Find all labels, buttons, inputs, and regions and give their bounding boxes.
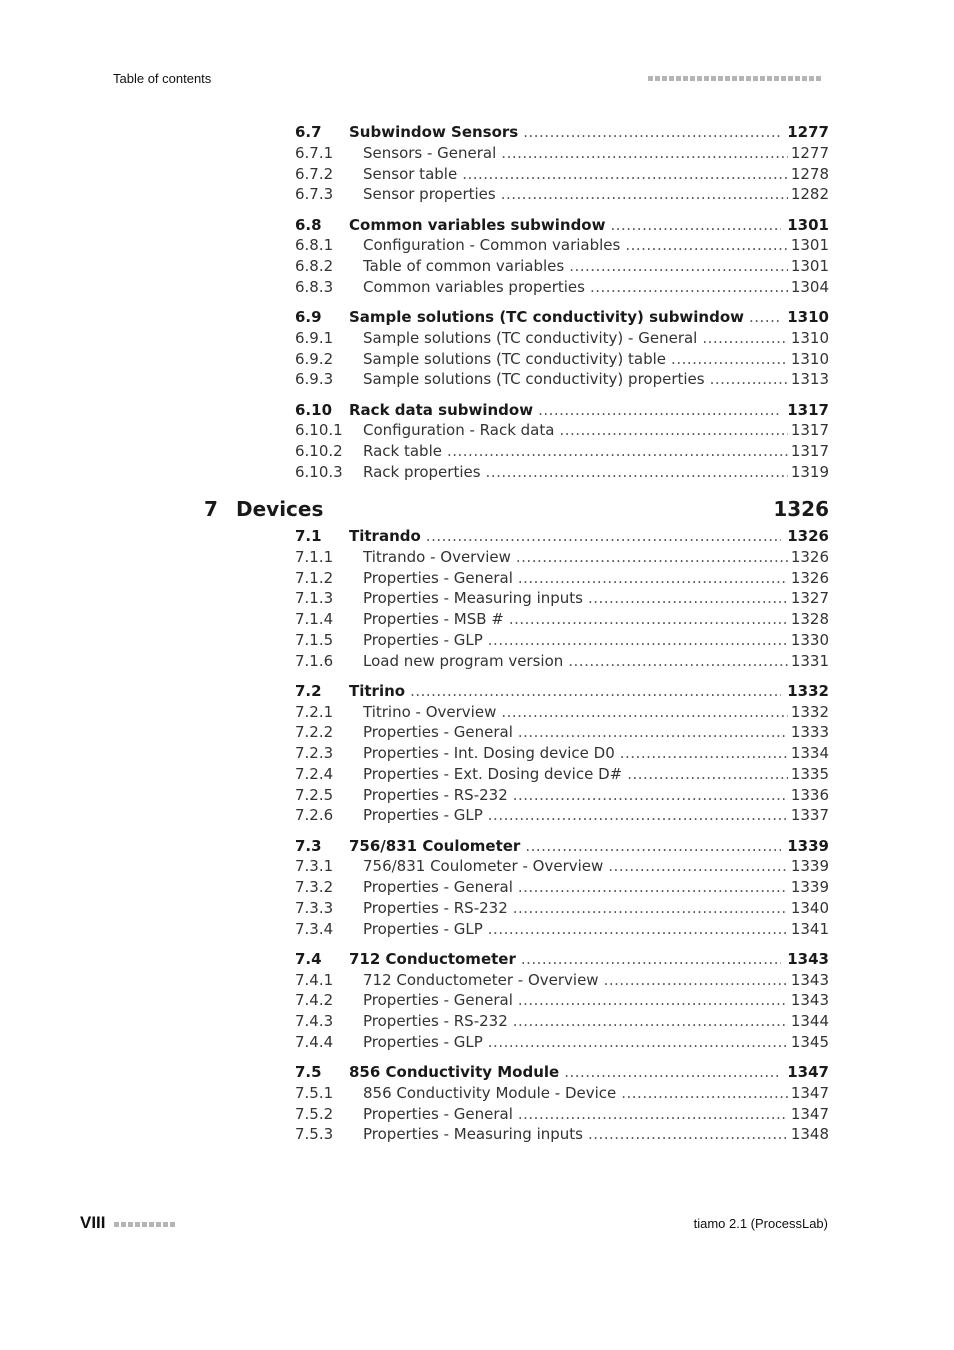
entry-page: 1326 bbox=[787, 527, 829, 545]
entry-number: 6.10.2 bbox=[295, 442, 343, 460]
dot-leader bbox=[410, 681, 781, 702]
entry-page: 1277 bbox=[790, 143, 829, 162]
entry-title: Titrino bbox=[349, 681, 406, 700]
entry-line bbox=[363, 722, 829, 743]
entry-title: Table of common variables bbox=[363, 257, 565, 275]
entry-number: 7.3.4 bbox=[295, 919, 334, 938]
entry-line bbox=[363, 805, 829, 826]
entry-title: Common variables properties bbox=[363, 277, 585, 296]
entry-page: 1278 bbox=[790, 164, 829, 183]
entry-line bbox=[363, 277, 829, 298]
dot-leader bbox=[488, 630, 788, 651]
chapter-page: 1326 bbox=[773, 497, 829, 521]
dot-leader bbox=[627, 764, 788, 785]
dot-leader bbox=[710, 369, 788, 390]
toc-subsection-entry[interactable] bbox=[0, 805, 954, 826]
entry-number: 6.8 bbox=[295, 215, 322, 234]
entry-page: 1310 bbox=[790, 349, 829, 368]
entry-line bbox=[363, 568, 829, 589]
entry-number: 7.1.6 bbox=[295, 651, 334, 670]
entry-page: 1330 bbox=[790, 630, 829, 649]
dot-leader bbox=[426, 526, 781, 547]
toc-subsection-entry[interactable] bbox=[0, 651, 954, 672]
entry-line bbox=[363, 919, 829, 940]
entry-number: 6.8.1 bbox=[295, 236, 334, 255]
dot-leader bbox=[518, 722, 788, 743]
entry-title: Properties - Ext. Dosing device D# bbox=[363, 764, 623, 783]
entry-number: 7.5.3 bbox=[295, 1125, 334, 1144]
toc-subsection-entry[interactable] bbox=[0, 328, 954, 349]
toc-section-entry[interactable] bbox=[0, 307, 954, 328]
entry-line bbox=[363, 588, 829, 609]
toc-subsection-entry[interactable] bbox=[0, 184, 954, 205]
dot-leader bbox=[488, 1032, 788, 1053]
entry-page: 1331 bbox=[790, 651, 829, 670]
entry-title: Properties - MSB # bbox=[363, 610, 504, 628]
entry-page: 1339 bbox=[787, 836, 829, 855]
entry-number: 7.1.5 bbox=[295, 630, 334, 649]
toc-subsection-entry[interactable] bbox=[0, 277, 954, 298]
toc-section-entry[interactable] bbox=[0, 215, 954, 236]
toc-subsection-entry[interactable] bbox=[0, 1083, 954, 1104]
entry-number: 7.3.1 bbox=[295, 857, 334, 876]
entry-page: 1334 bbox=[790, 744, 829, 762]
entry-page: 1343 bbox=[790, 991, 829, 1010]
entry-number: 7.4.2 bbox=[295, 991, 334, 1010]
entry-line bbox=[363, 369, 829, 390]
entry-line bbox=[363, 1124, 829, 1145]
entry-title: Properties - General bbox=[363, 991, 513, 1010]
entry-page: 1347 bbox=[790, 1104, 829, 1123]
entry-page: 1339 bbox=[790, 878, 829, 896]
entry-number: 7.1.1 bbox=[295, 547, 334, 566]
entry-title: Configuration - Common variables bbox=[363, 236, 621, 255]
entry-line bbox=[363, 184, 829, 205]
dot-leader bbox=[501, 184, 788, 205]
toc-subsection-entry[interactable] bbox=[0, 1124, 954, 1145]
entry-page: 1326 bbox=[790, 568, 829, 587]
entry-line bbox=[349, 836, 829, 857]
entry-page: 1310 bbox=[790, 328, 829, 347]
toc-section-entry[interactable] bbox=[0, 122, 954, 143]
entry-title: Load new program version bbox=[363, 651, 564, 670]
entry-number: 6.9.2 bbox=[295, 349, 334, 368]
toc-subsection-entry[interactable] bbox=[0, 743, 954, 764]
entry-page: 1343 bbox=[790, 970, 829, 989]
entry-page: 1333 bbox=[790, 723, 829, 742]
toc-subsection-entry[interactable] bbox=[0, 369, 954, 390]
dot-leader bbox=[588, 1124, 788, 1145]
dot-leader bbox=[610, 215, 781, 236]
entry-title: 856 Conductivity Module bbox=[349, 1063, 560, 1081]
dot-leader bbox=[523, 122, 781, 143]
entry-title: Rack table bbox=[363, 442, 442, 460]
toc-chapter-sections bbox=[0, 526, 954, 1145]
entry-title: Rack properties bbox=[363, 462, 481, 481]
entry-title: Properties - General bbox=[363, 568, 513, 587]
dot-leader bbox=[621, 1083, 788, 1104]
entry-number: 6.7.2 bbox=[295, 164, 334, 183]
toc-subsection-entry[interactable] bbox=[0, 462, 954, 483]
entry-number: 7.2.6 bbox=[295, 806, 334, 825]
toc-subsection-entry[interactable] bbox=[0, 970, 954, 991]
toc-section-entry[interactable] bbox=[0, 526, 954, 547]
entry-page: 1319 bbox=[790, 462, 829, 481]
entry-number: 7.2.1 bbox=[295, 702, 334, 721]
entry-page: 1317 bbox=[790, 421, 829, 440]
entry-title: 856 Conductivity Module - Device bbox=[363, 1083, 617, 1102]
dot-leader bbox=[501, 702, 787, 723]
toc-subsection-entry[interactable] bbox=[0, 235, 954, 256]
entry-line bbox=[363, 651, 829, 672]
entry-line bbox=[363, 1104, 829, 1125]
entry-title: Titrino - Overview bbox=[363, 702, 497, 721]
toc-section-block bbox=[0, 215, 954, 298]
toc-subsection-entry[interactable] bbox=[0, 764, 954, 785]
toc-section-block bbox=[0, 307, 954, 390]
toc-subsection-entry[interactable] bbox=[0, 1104, 954, 1125]
entry-line bbox=[363, 420, 829, 441]
entry-line bbox=[363, 785, 829, 806]
toc-subsection-entry[interactable] bbox=[0, 877, 954, 898]
entry-page: 1347 bbox=[790, 1083, 829, 1102]
dot-leader bbox=[521, 949, 781, 970]
dot-leader bbox=[513, 1011, 788, 1032]
dot-leader bbox=[518, 877, 788, 898]
dot-leader bbox=[518, 990, 788, 1011]
running-header-title: Table of contents bbox=[113, 71, 212, 86]
toc-section-entry[interactable] bbox=[0, 1062, 954, 1083]
entry-page: 1332 bbox=[790, 702, 829, 721]
entry-title: Sensor table bbox=[363, 164, 458, 183]
entry-line bbox=[363, 630, 829, 651]
chapter-heading[interactable] bbox=[0, 492, 954, 526]
dot-leader bbox=[564, 1062, 781, 1083]
toc-subsection-entry[interactable] bbox=[0, 568, 954, 589]
toc-subsection-entry[interactable] bbox=[0, 785, 954, 806]
entry-title: Properties - Measuring inputs bbox=[363, 589, 583, 608]
page-number: VIII bbox=[80, 1213, 106, 1232]
entry-page: 1344 bbox=[790, 1012, 829, 1030]
product-name: tiamo 2.1 (ProcessLab) bbox=[693, 1216, 828, 1231]
toc-subsection-entry[interactable] bbox=[0, 630, 954, 651]
entry-title: Configuration - Rack data bbox=[363, 421, 555, 440]
dot-leader bbox=[486, 462, 788, 483]
entry-number: 7.2.3 bbox=[295, 744, 334, 762]
dot-leader bbox=[488, 805, 788, 826]
entry-page: 1332 bbox=[787, 681, 829, 700]
entry-line bbox=[363, 764, 829, 785]
entry-number: 7.1.4 bbox=[295, 610, 334, 628]
entry-number: 7.3.3 bbox=[295, 898, 334, 917]
toc-section-block bbox=[0, 1062, 954, 1145]
entry-line bbox=[363, 143, 829, 164]
entry-title: Properties - GLP bbox=[363, 919, 483, 938]
chapter-title: Devices bbox=[236, 497, 324, 521]
dot-leader bbox=[538, 400, 781, 421]
entry-line bbox=[363, 1011, 829, 1032]
entry-line bbox=[349, 526, 829, 547]
toc-subsection-entry[interactable] bbox=[0, 256, 954, 277]
dot-leader bbox=[588, 588, 788, 609]
entry-line bbox=[363, 462, 829, 483]
dot-leader bbox=[488, 919, 788, 940]
entry-page: 1341 bbox=[790, 919, 829, 938]
entry-title: Sensor properties bbox=[363, 185, 496, 204]
entry-page: 1277 bbox=[787, 123, 829, 141]
dot-leader bbox=[604, 970, 788, 991]
entry-page: 1347 bbox=[787, 1063, 829, 1081]
entry-title: 756/831 Coulometer - Overview bbox=[363, 857, 604, 876]
entry-page: 1328 bbox=[790, 610, 829, 628]
toc-subsection-entry[interactable] bbox=[0, 722, 954, 743]
dot-leader bbox=[568, 651, 788, 672]
entry-number: 7.2.5 bbox=[295, 785, 334, 804]
entry-page: 1326 bbox=[790, 547, 829, 566]
entry-title: 712 Conductometer - Overview bbox=[363, 970, 599, 989]
footer-decorative-squares bbox=[114, 1222, 175, 1227]
entry-title: Properties - GLP bbox=[363, 1032, 483, 1051]
entry-title: Properties - Int. Dosing device D0 bbox=[363, 744, 615, 762]
dot-leader bbox=[608, 856, 788, 877]
entry-title: Sample solutions (TC conductivity) properties bbox=[363, 370, 705, 389]
entry-title: Common variables subwindow bbox=[349, 215, 606, 234]
entry-title: Properties - General bbox=[363, 1104, 513, 1123]
entry-number: 7.1 bbox=[295, 527, 322, 545]
toc-subsection-entry[interactable] bbox=[0, 547, 954, 568]
dot-leader bbox=[509, 609, 788, 630]
entry-line bbox=[363, 970, 829, 991]
entry-page: 1339 bbox=[790, 857, 829, 876]
toc-subsection-entry[interactable] bbox=[0, 1032, 954, 1053]
entry-title: Properties - GLP bbox=[363, 806, 483, 825]
entry-number: 6.8.3 bbox=[295, 277, 334, 296]
entry-number: 7.2 bbox=[295, 681, 322, 700]
entry-page: 1310 bbox=[787, 308, 829, 326]
entry-title: 756/831 Coulometer bbox=[349, 836, 521, 855]
entry-line bbox=[363, 1032, 829, 1053]
entry-number: 6.9 bbox=[295, 308, 322, 326]
toc-subsection-entry[interactable] bbox=[0, 1011, 954, 1032]
dot-leader bbox=[518, 568, 788, 589]
toc-subsection-entry[interactable] bbox=[0, 702, 954, 723]
entry-title: Properties - GLP bbox=[363, 630, 483, 649]
entry-line bbox=[349, 307, 829, 328]
entry-page: 1345 bbox=[790, 1032, 829, 1051]
entry-line bbox=[349, 215, 829, 236]
entry-number: 6.10.1 bbox=[295, 421, 343, 440]
entry-line bbox=[363, 702, 829, 723]
entry-line bbox=[349, 122, 829, 143]
entry-page: 1340 bbox=[790, 898, 829, 917]
entry-title: Sensors - General bbox=[363, 143, 497, 162]
entry-number: 7.2.4 bbox=[295, 764, 334, 783]
entry-number: 6.10 bbox=[295, 400, 333, 419]
toc-subsection-entry[interactable] bbox=[0, 919, 954, 940]
entry-line bbox=[363, 1083, 829, 1104]
entry-line bbox=[363, 609, 829, 630]
toc-top-sections bbox=[0, 122, 954, 483]
table-of-contents bbox=[0, 122, 954, 1155]
entry-page: 1301 bbox=[790, 236, 829, 255]
entry-title: Properties - RS-232 bbox=[363, 1012, 508, 1030]
entry-line bbox=[363, 235, 829, 256]
dot-leader bbox=[702, 328, 787, 349]
entry-line bbox=[349, 400, 829, 421]
entry-page: 1317 bbox=[790, 442, 829, 460]
entry-number: 7.2.2 bbox=[295, 723, 334, 742]
dot-leader bbox=[447, 441, 788, 462]
dot-leader bbox=[513, 898, 788, 919]
toc-section-entry[interactable] bbox=[0, 836, 954, 857]
entry-title: Sample solutions (TC conductivity) table bbox=[363, 349, 667, 368]
entry-number: 6.8.2 bbox=[295, 257, 334, 275]
chapter-number: 7 bbox=[204, 497, 218, 521]
entry-page: 1304 bbox=[790, 277, 829, 296]
toc-subsection-entry[interactable] bbox=[0, 856, 954, 877]
toc-subsection-entry[interactable] bbox=[0, 441, 954, 462]
entry-page: 1336 bbox=[790, 785, 829, 804]
entry-line bbox=[363, 547, 829, 568]
entry-line bbox=[363, 743, 829, 764]
header-decorative-squares bbox=[648, 76, 821, 81]
entry-title: Properties - RS-232 bbox=[363, 898, 508, 917]
entry-page: 1301 bbox=[790, 257, 829, 275]
entry-line bbox=[349, 949, 829, 970]
entry-page: 1317 bbox=[787, 400, 829, 419]
toc-section-block bbox=[0, 122, 954, 205]
entry-line bbox=[349, 681, 829, 702]
entry-page: 1348 bbox=[790, 1125, 829, 1144]
entry-title: Sample solutions (TC conductivity) subwindow bbox=[349, 308, 745, 326]
entry-number: 7.4.1 bbox=[295, 970, 334, 989]
entry-line bbox=[363, 898, 829, 919]
entry-page: 1327 bbox=[790, 589, 829, 608]
dot-leader bbox=[462, 164, 788, 185]
entry-number: 7.4.3 bbox=[295, 1012, 334, 1030]
toc-subsection-entry[interactable] bbox=[0, 898, 954, 919]
toc-section-entry[interactable] bbox=[0, 400, 954, 421]
entry-number: 6.10.3 bbox=[295, 462, 343, 481]
entry-number: 6.7.3 bbox=[295, 185, 334, 204]
dot-leader bbox=[525, 836, 781, 857]
entry-line bbox=[363, 164, 829, 185]
entry-number: 6.9.1 bbox=[295, 328, 334, 347]
entry-number: 6.7.1 bbox=[295, 143, 334, 162]
toc-section-entry[interactable] bbox=[0, 949, 954, 970]
dot-leader bbox=[671, 349, 788, 370]
dot-leader bbox=[559, 420, 787, 441]
dot-leader bbox=[590, 277, 788, 298]
entry-page: 1343 bbox=[787, 949, 829, 968]
entry-title: Titrando - Overview bbox=[363, 547, 511, 566]
entry-number: 7.4 bbox=[295, 949, 322, 968]
entry-line bbox=[363, 349, 829, 370]
toc-subsection-entry[interactable] bbox=[0, 990, 954, 1011]
entry-line bbox=[363, 256, 829, 277]
dot-leader bbox=[513, 785, 788, 806]
entry-line bbox=[363, 990, 829, 1011]
entry-line bbox=[349, 1062, 829, 1083]
entry-title: Subwindow Sensors bbox=[349, 123, 519, 141]
entry-number: 7.3 bbox=[295, 836, 322, 855]
entry-line bbox=[363, 856, 829, 877]
toc-subsection-entry[interactable] bbox=[0, 143, 954, 164]
dot-leader bbox=[749, 307, 781, 328]
toc-subsection-entry[interactable] bbox=[0, 349, 954, 370]
entry-number: 7.1.2 bbox=[295, 568, 334, 587]
entry-page: 1282 bbox=[790, 185, 829, 204]
entry-number: 6.7 bbox=[295, 123, 322, 141]
dot-leader bbox=[625, 235, 787, 256]
entry-number: 7.5.2 bbox=[295, 1104, 334, 1123]
entry-title: Properties - Measuring inputs bbox=[363, 1125, 583, 1144]
entry-title: Properties - RS-232 bbox=[363, 785, 508, 804]
dot-leader bbox=[518, 1104, 788, 1125]
toc-section-entry[interactable] bbox=[0, 681, 954, 702]
entry-number: 7.1.3 bbox=[295, 589, 334, 608]
dot-leader bbox=[501, 143, 788, 164]
entry-line bbox=[363, 441, 829, 462]
entry-title: Rack data subwindow bbox=[349, 400, 534, 419]
toc-section-block bbox=[0, 526, 954, 671]
dot-leader bbox=[620, 743, 788, 764]
entry-page: 1313 bbox=[790, 370, 829, 389]
entry-line bbox=[363, 877, 829, 898]
entry-page: 1337 bbox=[790, 806, 829, 825]
entry-title: 712 Conductometer bbox=[349, 949, 516, 968]
toc-section-block bbox=[0, 681, 954, 826]
toc-subsection-entry[interactable] bbox=[0, 164, 954, 185]
entry-title: Properties - General bbox=[363, 878, 513, 896]
entry-page: 1301 bbox=[787, 215, 829, 234]
dot-leader bbox=[569, 256, 788, 277]
entry-title: Properties - General bbox=[363, 723, 513, 742]
dot-leader bbox=[516, 547, 788, 568]
toc-subsection-entry[interactable] bbox=[0, 588, 954, 609]
entry-page: 1335 bbox=[790, 764, 829, 783]
entry-number: 7.3.2 bbox=[295, 878, 334, 896]
toc-section-block bbox=[0, 400, 954, 483]
entry-number: 7.5.1 bbox=[295, 1083, 334, 1102]
toc-subsection-entry[interactable] bbox=[0, 609, 954, 630]
entry-title: Titrando bbox=[349, 527, 421, 545]
toc-subsection-entry[interactable] bbox=[0, 420, 954, 441]
entry-title: Sample solutions (TC conductivity) - General bbox=[363, 328, 698, 347]
entry-number: 7.5 bbox=[295, 1063, 322, 1081]
entry-line bbox=[363, 328, 829, 349]
toc-section-block bbox=[0, 836, 954, 940]
toc-section-block bbox=[0, 949, 954, 1053]
entry-number: 7.4.4 bbox=[295, 1032, 334, 1051]
entry-number: 6.9.3 bbox=[295, 370, 334, 389]
